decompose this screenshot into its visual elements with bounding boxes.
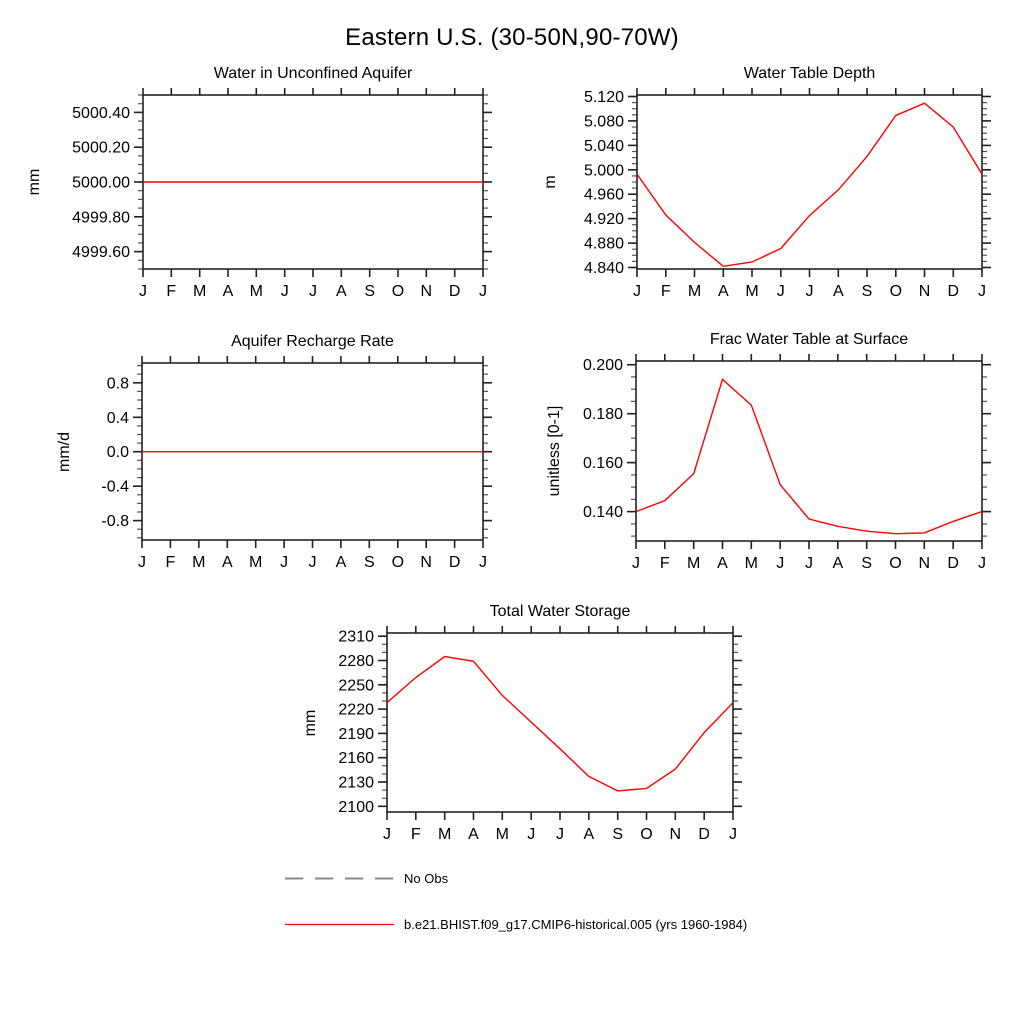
month-tick-label: J xyxy=(776,555,785,572)
y-tick-label: 0.140 xyxy=(582,504,623,522)
y-tick-label: 2160 xyxy=(338,750,374,768)
month-tick-label: F xyxy=(165,554,176,571)
month-tick-label: D xyxy=(947,283,960,300)
plot-water-unconfined xyxy=(28,83,501,303)
y-tick-label: 4999.80 xyxy=(72,209,130,227)
y-tick-label: -0.8 xyxy=(101,513,129,531)
legend-model-series xyxy=(284,916,747,932)
month-tick-label: J xyxy=(479,554,487,571)
y-tick-label: 0.8 xyxy=(106,375,129,393)
month-tick-label: J xyxy=(383,826,391,843)
legend-label: b.e21.BHIST.f09_g17.CMIP6-historical.005 (yrs 1960-1984) xyxy=(404,916,748,932)
month-tick-label: M xyxy=(495,826,509,843)
month-tick-label: M xyxy=(192,554,206,571)
month-tick-label: A xyxy=(717,283,729,300)
legend-label: No Obs xyxy=(404,870,449,886)
y-tick-label: 4.920 xyxy=(583,211,624,229)
y-axis-unit-label: mm/d xyxy=(56,431,73,472)
data-series-line xyxy=(636,379,982,533)
month-tick-label: A xyxy=(468,826,479,843)
month-tick-label: N xyxy=(420,554,432,571)
month-tick-label: A xyxy=(335,554,347,571)
y-tick-label: 4.960 xyxy=(583,186,624,204)
month-tick-label: J xyxy=(776,283,785,300)
month-tick-label: M xyxy=(744,555,758,572)
month-tick-label: D xyxy=(448,554,461,571)
month-tick-label: M xyxy=(249,283,263,300)
legend-no-obs xyxy=(284,870,448,886)
y-tick-label: 5000.00 xyxy=(72,174,130,192)
month-tick-label: J xyxy=(479,283,487,300)
month-tick-label: J xyxy=(556,826,564,843)
month-tick-label: O xyxy=(889,555,902,572)
month-tick-label: M xyxy=(745,283,759,300)
month-tick-label: J xyxy=(632,555,640,572)
month-tick-label: A xyxy=(221,554,233,571)
month-tick-label: S xyxy=(861,555,873,572)
plot-aquifer-recharge xyxy=(27,351,501,574)
y-axis-unit-label: mm xyxy=(302,709,319,736)
y-tick-label: 5.080 xyxy=(583,113,624,131)
month-tick-label: D xyxy=(698,826,710,843)
month-tick-label: A xyxy=(717,555,728,572)
y-axis-unit-label: m xyxy=(542,175,559,189)
month-tick-label: N xyxy=(918,283,931,300)
month-tick-label: M xyxy=(249,554,263,571)
y-axis-unit-label: mm xyxy=(26,168,43,196)
panel-title: Aquifer Recharge Rate xyxy=(231,333,394,350)
y-axis-unit-label: unitless [0-1] xyxy=(546,405,563,497)
y-tick-label: 4.840 xyxy=(583,260,624,277)
month-tick-label: O xyxy=(391,554,405,571)
y-tick-label: 2220 xyxy=(338,701,374,719)
y-tick-label: 2250 xyxy=(338,677,374,695)
y-tick-label: 4.880 xyxy=(583,235,624,253)
panel-title: Total Water Storage xyxy=(489,603,631,620)
panel-title: Frac Water Table at Surface xyxy=(709,331,909,348)
y-tick-label: 2280 xyxy=(338,653,374,670)
month-tick-label: D xyxy=(448,283,461,300)
month-tick-label: S xyxy=(363,554,375,571)
plot-total-water-storage xyxy=(272,621,751,846)
month-tick-label: J xyxy=(978,283,986,300)
month-tick-label: N xyxy=(420,283,433,300)
panel-water-table-depth xyxy=(522,65,1000,303)
month-tick-label: J xyxy=(139,283,147,300)
y-tick-label: 5.120 xyxy=(583,89,624,106)
month-tick-label: M xyxy=(193,283,207,300)
month-tick-label: O xyxy=(391,283,405,300)
y-tick-label: 0.4 xyxy=(106,409,129,427)
month-tick-label: O xyxy=(889,283,903,300)
y-tick-label: 0.180 xyxy=(582,406,623,424)
month-tick-label: F xyxy=(166,283,177,300)
data-series-line xyxy=(637,103,982,266)
legend-dashed-line-swatch xyxy=(284,870,396,886)
panel-total-water-storage xyxy=(272,603,751,846)
y-tick-label: 0.200 xyxy=(582,357,623,375)
month-tick-label: J xyxy=(280,283,289,300)
y-tick-label: 2130 xyxy=(338,774,374,792)
month-tick-label: J xyxy=(633,283,641,300)
month-tick-label: S xyxy=(861,283,873,300)
month-tick-label: J xyxy=(978,555,986,572)
y-tick-label: 0.0 xyxy=(106,444,129,462)
month-tick-label: M xyxy=(687,555,701,572)
y-tick-label: 2190 xyxy=(338,725,374,743)
y-tick-label: 2100 xyxy=(338,798,374,816)
month-tick-label: A xyxy=(832,555,844,572)
month-tick-label: D xyxy=(947,555,959,572)
month-tick-label: A xyxy=(222,283,234,300)
month-tick-label: N xyxy=(669,826,682,843)
month-tick-label: J xyxy=(805,555,813,572)
y-tick-label: 5.000 xyxy=(583,162,624,180)
y-tick-label: 5.040 xyxy=(583,137,624,155)
page-title: Eastern U.S. (30-50N,90-70W) xyxy=(345,24,679,51)
panel-title: Water in Unconfined Aquifer xyxy=(213,65,413,82)
month-tick-label: J xyxy=(527,826,536,843)
month-tick-label: A xyxy=(832,283,844,300)
month-tick-label: S xyxy=(612,826,624,843)
month-tick-label: N xyxy=(918,555,931,572)
panel-frac-water-table-at-surface xyxy=(521,331,1000,575)
month-tick-label: F xyxy=(659,555,670,572)
month-tick-label: J xyxy=(308,554,317,571)
month-tick-label: J xyxy=(805,283,814,300)
month-tick-label: F xyxy=(410,826,421,843)
month-tick-label: S xyxy=(364,283,376,300)
month-tick-label: J xyxy=(280,554,289,571)
y-tick-label: 2310 xyxy=(338,628,374,646)
plot-frac-water-table xyxy=(521,349,1000,575)
month-tick-label: M xyxy=(687,283,702,300)
y-tick-label: 0.160 xyxy=(582,455,623,473)
month-tick-label: J xyxy=(138,554,146,571)
month-tick-label: M xyxy=(438,826,452,843)
y-tick-label: 5000.40 xyxy=(72,104,130,122)
month-tick-label: J xyxy=(309,283,317,300)
panel-aquifer-recharge-rate xyxy=(27,333,501,574)
y-tick-label: 4999.60 xyxy=(72,244,130,262)
month-tick-label: A xyxy=(335,283,347,300)
plot-water-table-depth xyxy=(522,83,1000,303)
panel-title: Water Table Depth xyxy=(743,65,876,82)
month-tick-label: F xyxy=(660,283,671,300)
y-tick-label: -0.4 xyxy=(101,478,129,496)
panel-water-in-unconfined-aquifer xyxy=(28,65,501,303)
legend-solid-line-swatch xyxy=(284,916,396,932)
month-tick-label: O xyxy=(640,826,653,843)
data-series-line xyxy=(387,657,733,791)
y-tick-label: 5000.20 xyxy=(72,139,130,157)
month-tick-label: J xyxy=(729,826,737,843)
month-tick-label: A xyxy=(583,826,595,843)
